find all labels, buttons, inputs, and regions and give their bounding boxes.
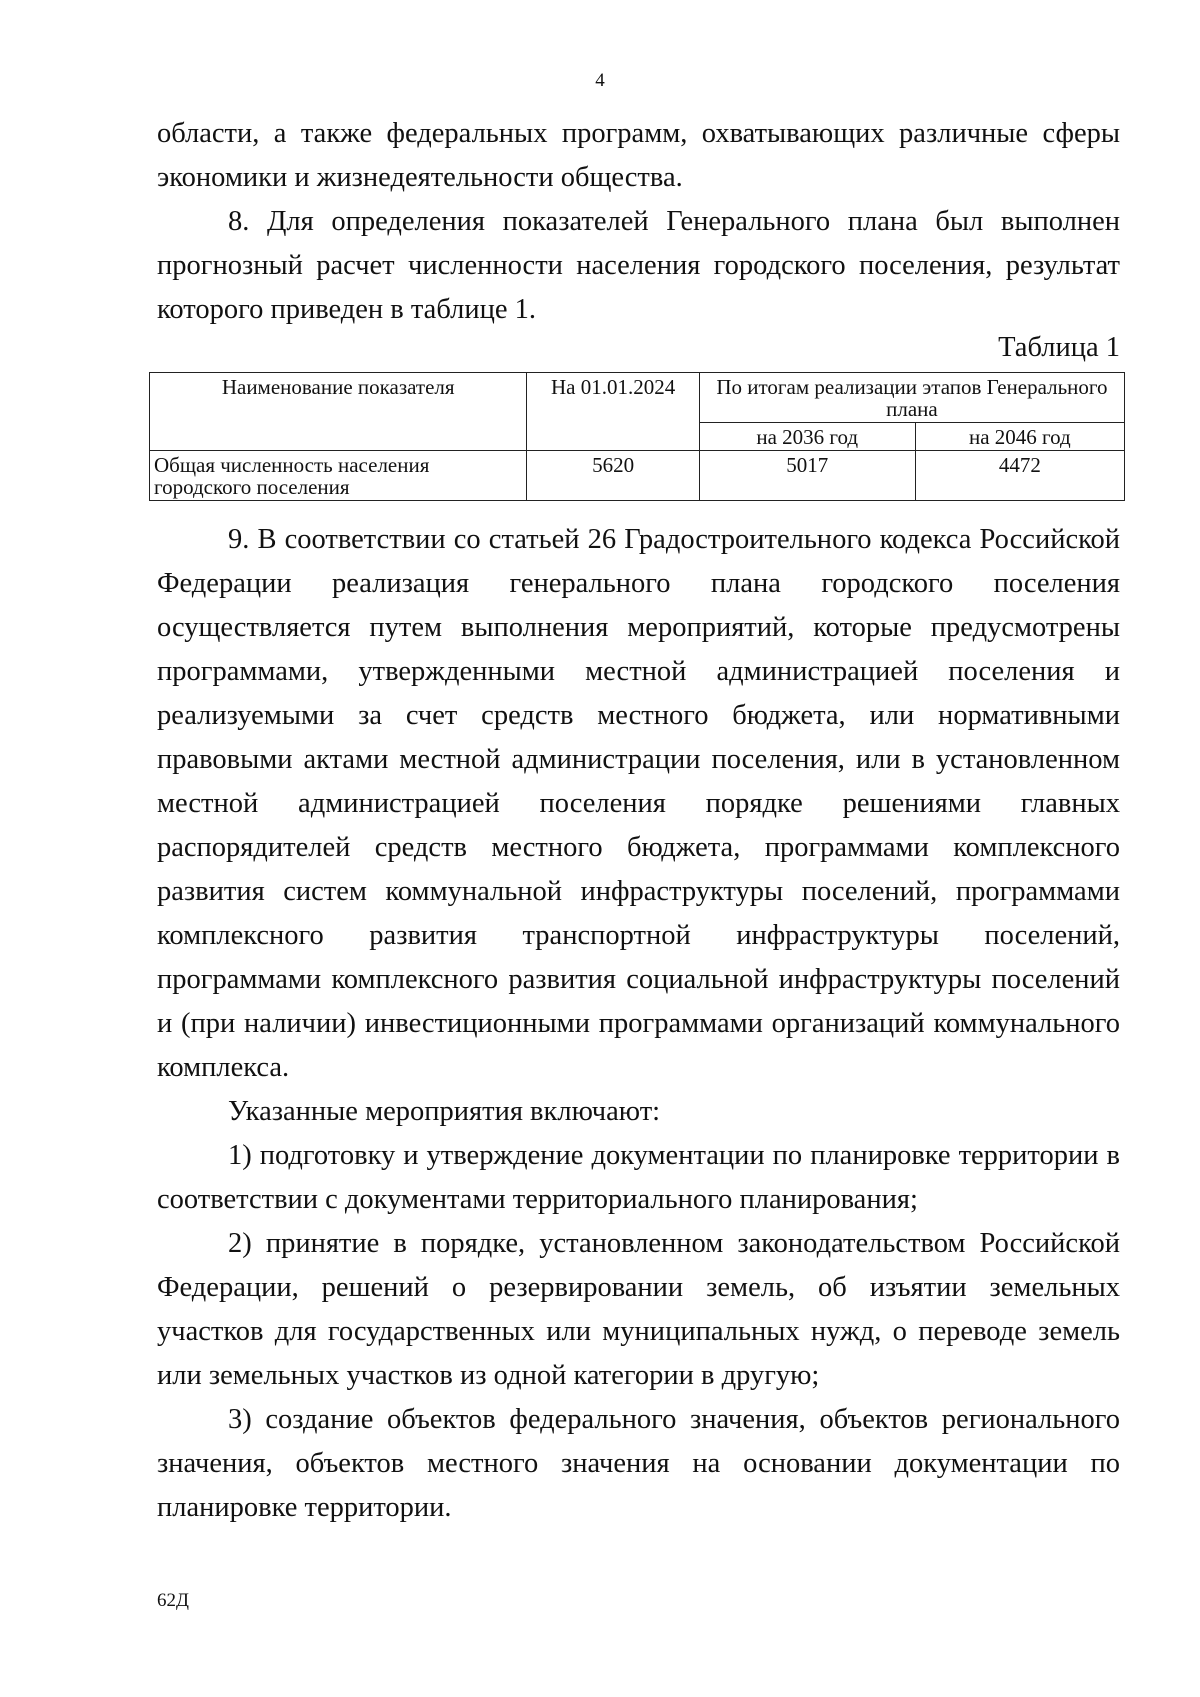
cell-2046-value: 4472 [915, 451, 1124, 501]
list-item-2: 2) принятие в порядке, установленном законодательством Российской Федерации, решений о резервировании земель, об изъятии земельных участков для государственных или муниципальных нужд, о переводе земель или земельных участков из одной категории в другую; [157, 1228, 1120, 1391]
paragraph-continuation: области, а также федеральных программ, охватывающих различные сферы экономики и жизнедеятельности общества. [157, 118, 1120, 193]
page-number: 4 [595, 70, 605, 91]
text-block-bottom [157, 518, 1120, 1530]
table-row [150, 451, 1125, 501]
header-year-2036: на 2036 год [699, 423, 915, 451]
cell-indicator: Общая численность населения городского поселения [150, 451, 527, 501]
paragraph-9: 9. В соответствии со статьей 26 Градостроительного кодекса Российской Федерации реализация генерального плана городского поселения осуществляется путем выполнения мероприятий, которые предусмотрены программами, утвержденными местной администрацией поселения и реализуемыми за счет средств местного бюджета, или нормативными правовыми актами местной администрации поселения, или в установленном местной администрацией поселения порядке решениями главных распорядителей средств местного бюджета, программами комплексного развития систем коммунальной инфраструктуры поселений, программами комплексного развития транспортной инфраструктуры поселений, программами комплексного развития социальной инфраструктуры поселений и (при наличии) инвестиционными программами организаций коммунального комплекса. [157, 524, 1120, 1083]
header-date: На 01.01.2024 [527, 373, 699, 451]
cell-2036-value: 5017 [699, 451, 915, 501]
header-stages: По итогам реализации этапов Генерального плана [699, 373, 1124, 423]
paragraph-8: 8. Для определения показателей Генерального плана был выполнен прогнозный расчет численности населения городского поселения, результат которого приведен в таблице 1. [157, 206, 1120, 325]
document-code: 62Д [157, 1590, 189, 1611]
header-year-2046: на 2046 год [915, 423, 1124, 451]
table-header-row [150, 373, 1125, 423]
list-item-1: 1) подготовку и утверждение документации по планировке территории в соответствии с документами территориального планирования; [157, 1140, 1120, 1215]
paragraph-measures-intro: Указанные мероприятия включают: [228, 1096, 661, 1127]
text-block-top [157, 112, 1120, 332]
header-indicator: Наименование показателя [150, 373, 527, 451]
cell-date-value: 5620 [527, 451, 699, 501]
table-caption: Таблица 1 [998, 332, 1120, 363]
population-table [149, 372, 1125, 501]
list-item-3: 3) создание объектов федерального значения, объектов регионального значения, объектов местного значения на основании документации по планировке территории. [157, 1404, 1120, 1523]
